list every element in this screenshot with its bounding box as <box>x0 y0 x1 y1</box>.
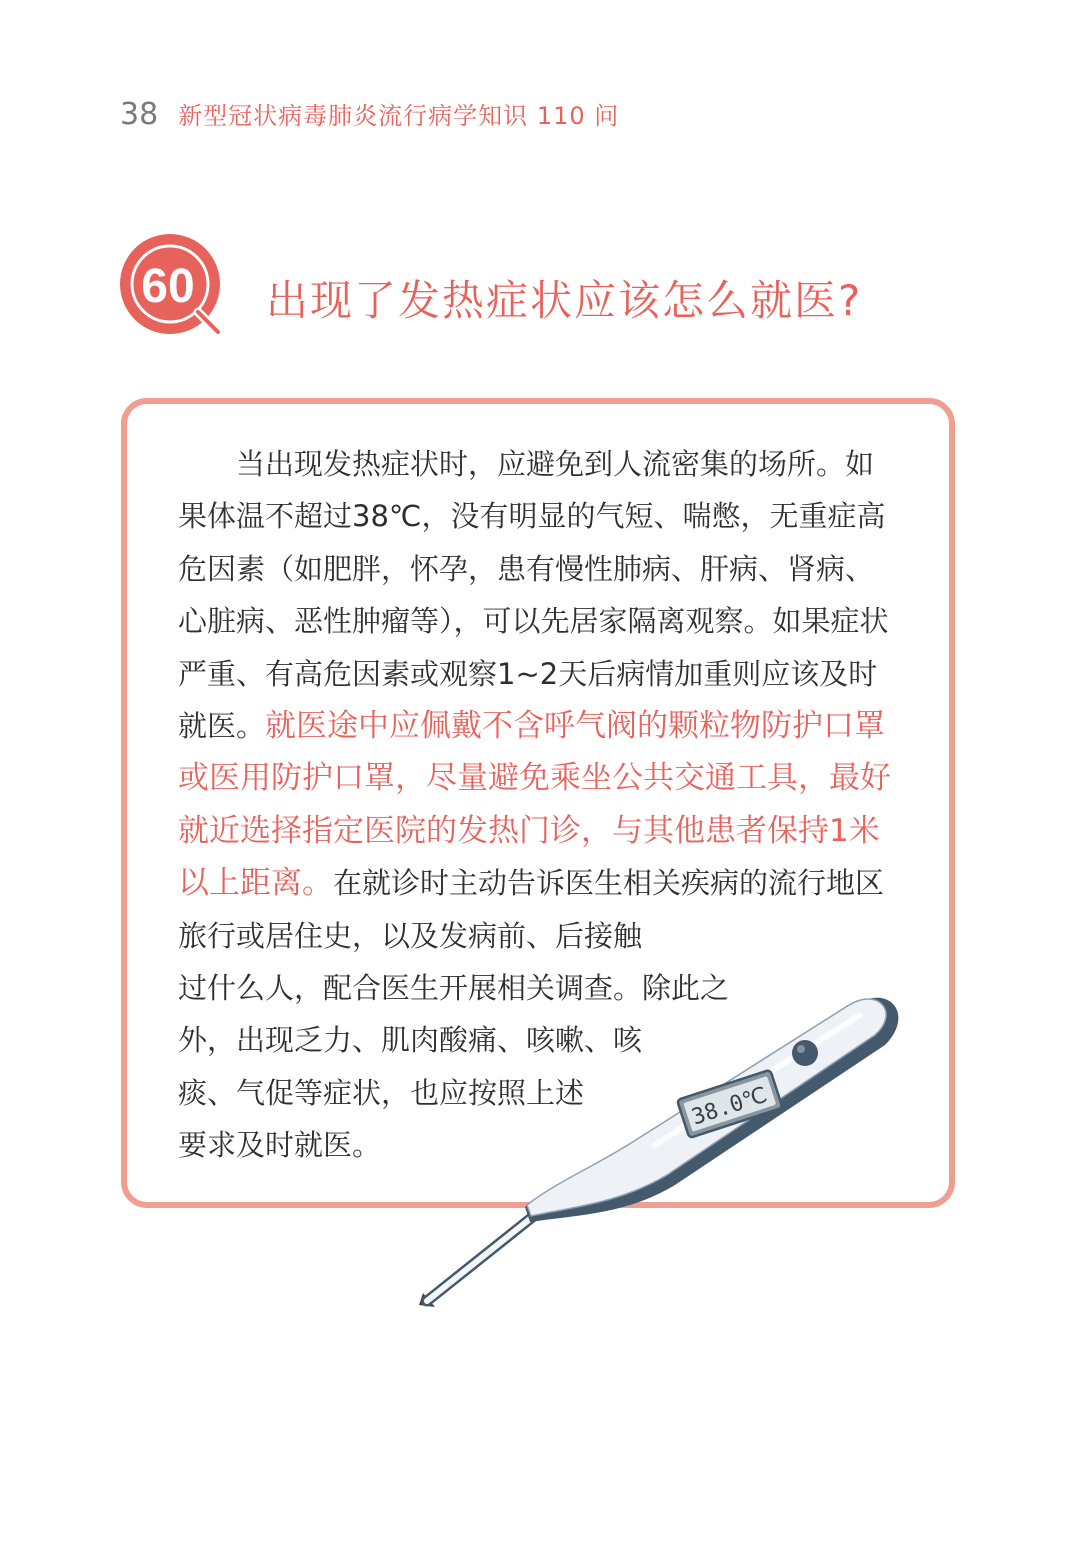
thermometer-illustration <box>405 975 910 1315</box>
question-number: 60 <box>141 260 195 313</box>
question-number-badge <box>118 232 228 342</box>
page-number: 38 <box>120 97 159 132</box>
answer-continued-text: 在就诊时主动告诉医生相关疾病的流行地区旅行或居住史，以及发病前、后接触 <box>178 866 885 953</box>
thermometer-button-icon <box>792 1040 818 1066</box>
answer-text-lines: 果体温不超过38℃，没有明显的气短、喘憋，无重症高危因素（如肥胖，怀孕，患有慢性肺病、肝病、肾病、心脏病、恶性肿瘤等），可以先居家隔离观察。如果症状严重、有高危因素或观察1~2天后病情加重则应该及时就医。 <box>178 499 889 744</box>
question-title: 出现了发热症状应该怎么就医? <box>266 276 863 325</box>
book-title: 新型冠状病毒肺炎流行病学知识 110 问 <box>178 102 620 130</box>
wrap-line: 要求及时就医。 <box>178 1128 382 1163</box>
answer-first-line: 当出现发热症状时，应避免到人流密集的场所。如 <box>236 447 875 481</box>
wrap-line: 外，出现乏力、肌肉酸痛、咳嗽、咳 <box>178 1023 643 1058</box>
wrap-line: 过什么人，配合医生开展相关调查。除此之 <box>178 971 730 1005</box>
thermometer-reading: 38.0℃ <box>688 1082 771 1131</box>
highlight-text: 就医途中应佩戴不含呼气阀的颗粒物防护口罩或医用防护口罩，尽量避免乘坐公共交通工具，最好就近选择指定医院的发热门诊，与其他患者保持1米以上距离。 <box>178 708 891 902</box>
page-header <box>120 96 619 132</box>
answer-paragraph <box>178 438 902 962</box>
thermometer-icon <box>419 998 898 1307</box>
wrap-line: 痰、气促等症状，也应按照上述 <box>178 1075 585 1110</box>
